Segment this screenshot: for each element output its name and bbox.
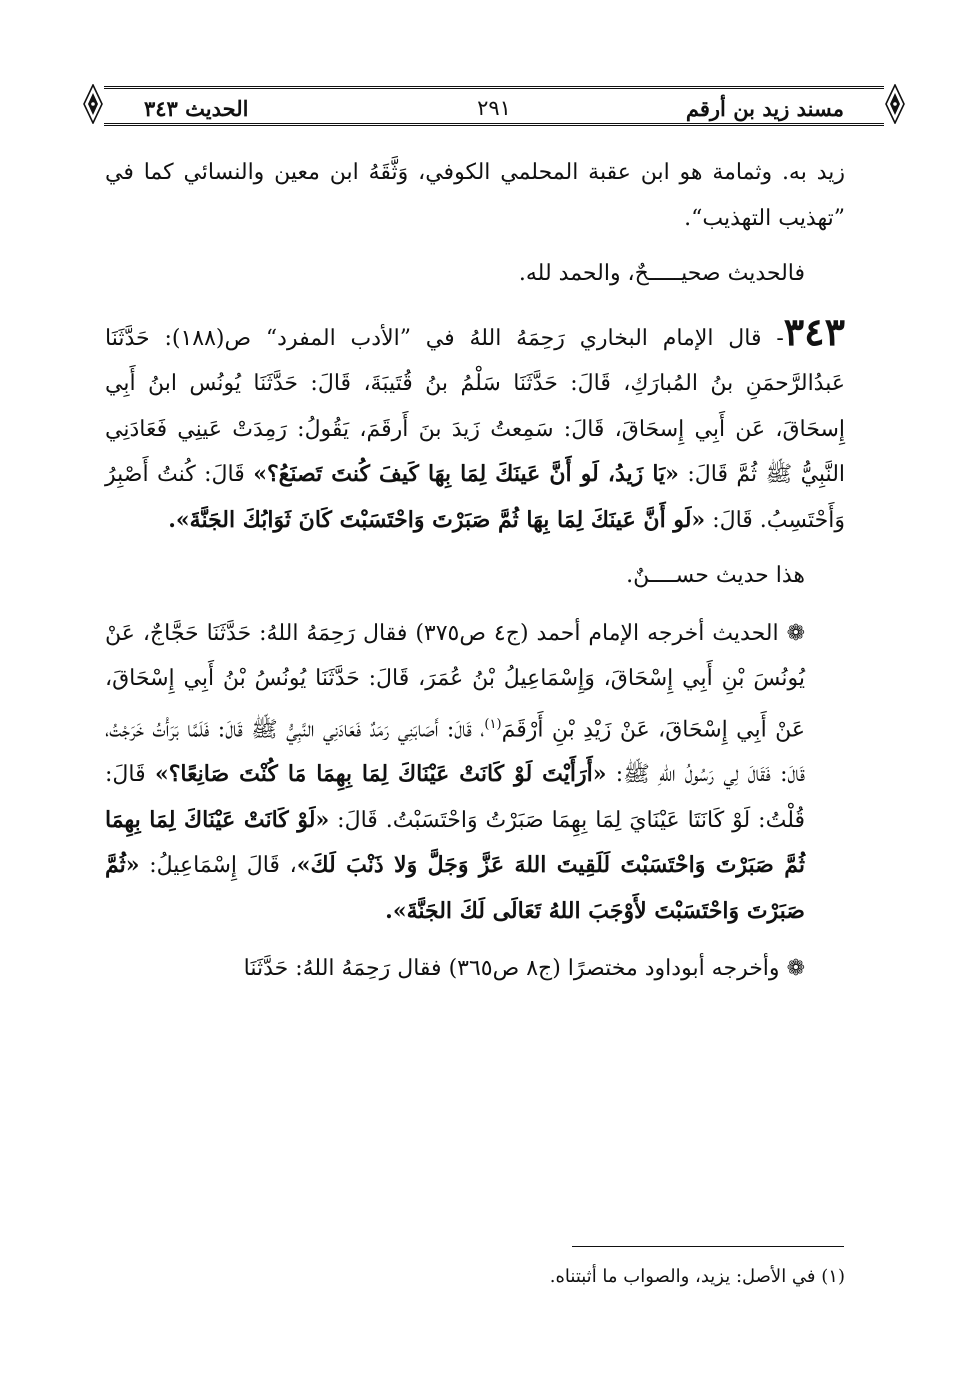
page-body	[105, 150, 845, 992]
flower-icon: ❁	[786, 620, 805, 646]
hadith-quote-1: «يَا زَيدُ، لَو أَنَّ عَينَكَ لِمَا بِهَا كَيفَ كُنتَ تَصنَعُ؟»	[253, 461, 679, 487]
ahmad-text-1: ، قَالَ: أَصَابَنِي رَمَدٌ فَعَادَنِي النَّبِيُّ ﷺ قَالَ: فَلَمَّا بَرَأْتُ خَرَجْتُ، قَالَ: فَقَالَ لِي رَسُولُ اللهِ ﷺ:	[105, 716, 806, 788]
footnote-text: في الأصل: يزيد، والصواب ما أثبتناه.	[549, 1266, 816, 1287]
header-ornament-left-icon	[82, 84, 104, 124]
footnote-marker: (١)	[821, 1266, 845, 1287]
hadith-quote-2: «لَو أَنَّ عَينَكَ لِمَا بِهَا ثُمَّ صَبَرْتَ وَاحْتَسَبْتَ كَانَ ثَوَابُكَ الجَنَّةَ».	[168, 506, 706, 533]
page-number: ٢٩١	[477, 96, 511, 120]
running-header	[82, 86, 906, 136]
flower-icon: ❁	[786, 956, 805, 982]
paragraph-ahmad-takhrij	[105, 611, 845, 935]
ahmad-isnad: الحديث أخرجه الإمام أحمد (ج٤ ص٣٧٥) فقال رَحِمَهُ اللهُ: حَدَّثَنَا حَجَّاجٌ، عَنْ يُونُسَ بْنِ أَبِي إِسْحَاقَ، وَإِسْمَاعِيلُ بْنُ عُمَرَ، قَالَ: حَدَّثَنَا يُونُسُ بْنُ أَبِي إِسْحَاقَ، عَنْ أَبِي إِسْحَاقَ، عَنْ زَيْدِ بْنِ أَرْقَمَ	[105, 620, 805, 742]
header-ornament-right-icon	[884, 84, 906, 124]
ahmad-quote-2: «لَوْ كَانَتْ عَيْنَاكَ لِمَا بِهِمَا ثُمَّ صَبَرْتَ وَاحْتَسَبْتَ لَلَقِيتَ اللهَ عَزَّ وَجَلَّ وَلا ذَنْبَ لَكَ»	[105, 806, 805, 879]
ahmad-text-3: ، قَالَ إِسْمَاعِيلُ:	[149, 853, 297, 879]
hadith-number: ٣٤٣	[783, 308, 845, 354]
ahmad-quote-1: «أَرَأَيْتَ لَوْ كَانَتْ عَيْنَاكَ لِمَا بِهِمَا مَا كُنْتَ صَانِعًا؟»	[154, 761, 607, 788]
footnote-1	[245, 1262, 845, 1292]
paragraph-narrator-note: زيد به. وثمامة هو ابن عقبة المحلمي الكوفي، وَثَّقَهُ ابن معين والنسائي كما في ”تهذيب التهذيب“.	[105, 160, 845, 231]
header-frame	[104, 86, 884, 126]
hadith-isnad: حَدَّثَنَا عَبدُالرَّحمَنِ بنُ المُبارَكِ، قَالَ: حَدَّثَنَا سَلْمُ بنُ قُتَيبَةَ، قَالَ: حَدَّثَنَا يُونُس ابنُ أَبِي إِسحَاقَ، عَن أَبِي إِسحَاقَ، قَالَ: سَمِعتُ زَيدَ بنَ أَرقَمَ، يَقُولُ: رَمِدَتْ عَينِي فَعَادَنِي النَّبِيُّ ﷺ ثُمَّ قَالَ:	[105, 325, 846, 487]
footnote-divider	[572, 1246, 844, 1247]
ahmad-quote-3: «ثُمَّ صَبَرْتَ وَاحْتَسَبْتَ لأَوْجَبَ اللهُ تَعَالَى لَكَ الجَنَّةَ».	[105, 852, 805, 924]
hadith-343	[105, 309, 845, 544]
hadith-reply: قَالَ: كُنتُ أَصْبِرُ وَأَحْتَسِبُ. قَالَ:	[105, 462, 845, 533]
paragraph-ruling-sahih: فالحديث صحيـــــحٌ، والحمد لله.	[518, 261, 805, 286]
footnote-ref: (١)	[484, 716, 502, 732]
paragraph-abudawud-takhrij	[105, 946, 845, 992]
abudawud-text: وأخرجه أبوداود مختصرًا (ج٨ ص٣٦٥) فقال رَحِمَهُ اللهُ: حَدَّثَنَا	[243, 956, 780, 982]
book-title: مسند زيد بن أرقم	[685, 96, 844, 121]
hadith-label: الحديث ٣٤٣	[144, 96, 249, 121]
ahmad-text-2: قَالَ: قُلْتُ: لَوْ كَانَتَا عَيْنَايَ لِمَا بِهِمَا صَبَرْتُ وَاحْتَسَبْتُ. قَالَ:	[105, 762, 805, 833]
paragraph-ruling-hasan: هذا حديث حســــنٌ.	[626, 563, 805, 588]
hadith-intro: - قال الإمام البخاري رَحِمَهُ اللهُ في ”الأدب المفرد“ ص(١٨٨):	[164, 325, 784, 351]
